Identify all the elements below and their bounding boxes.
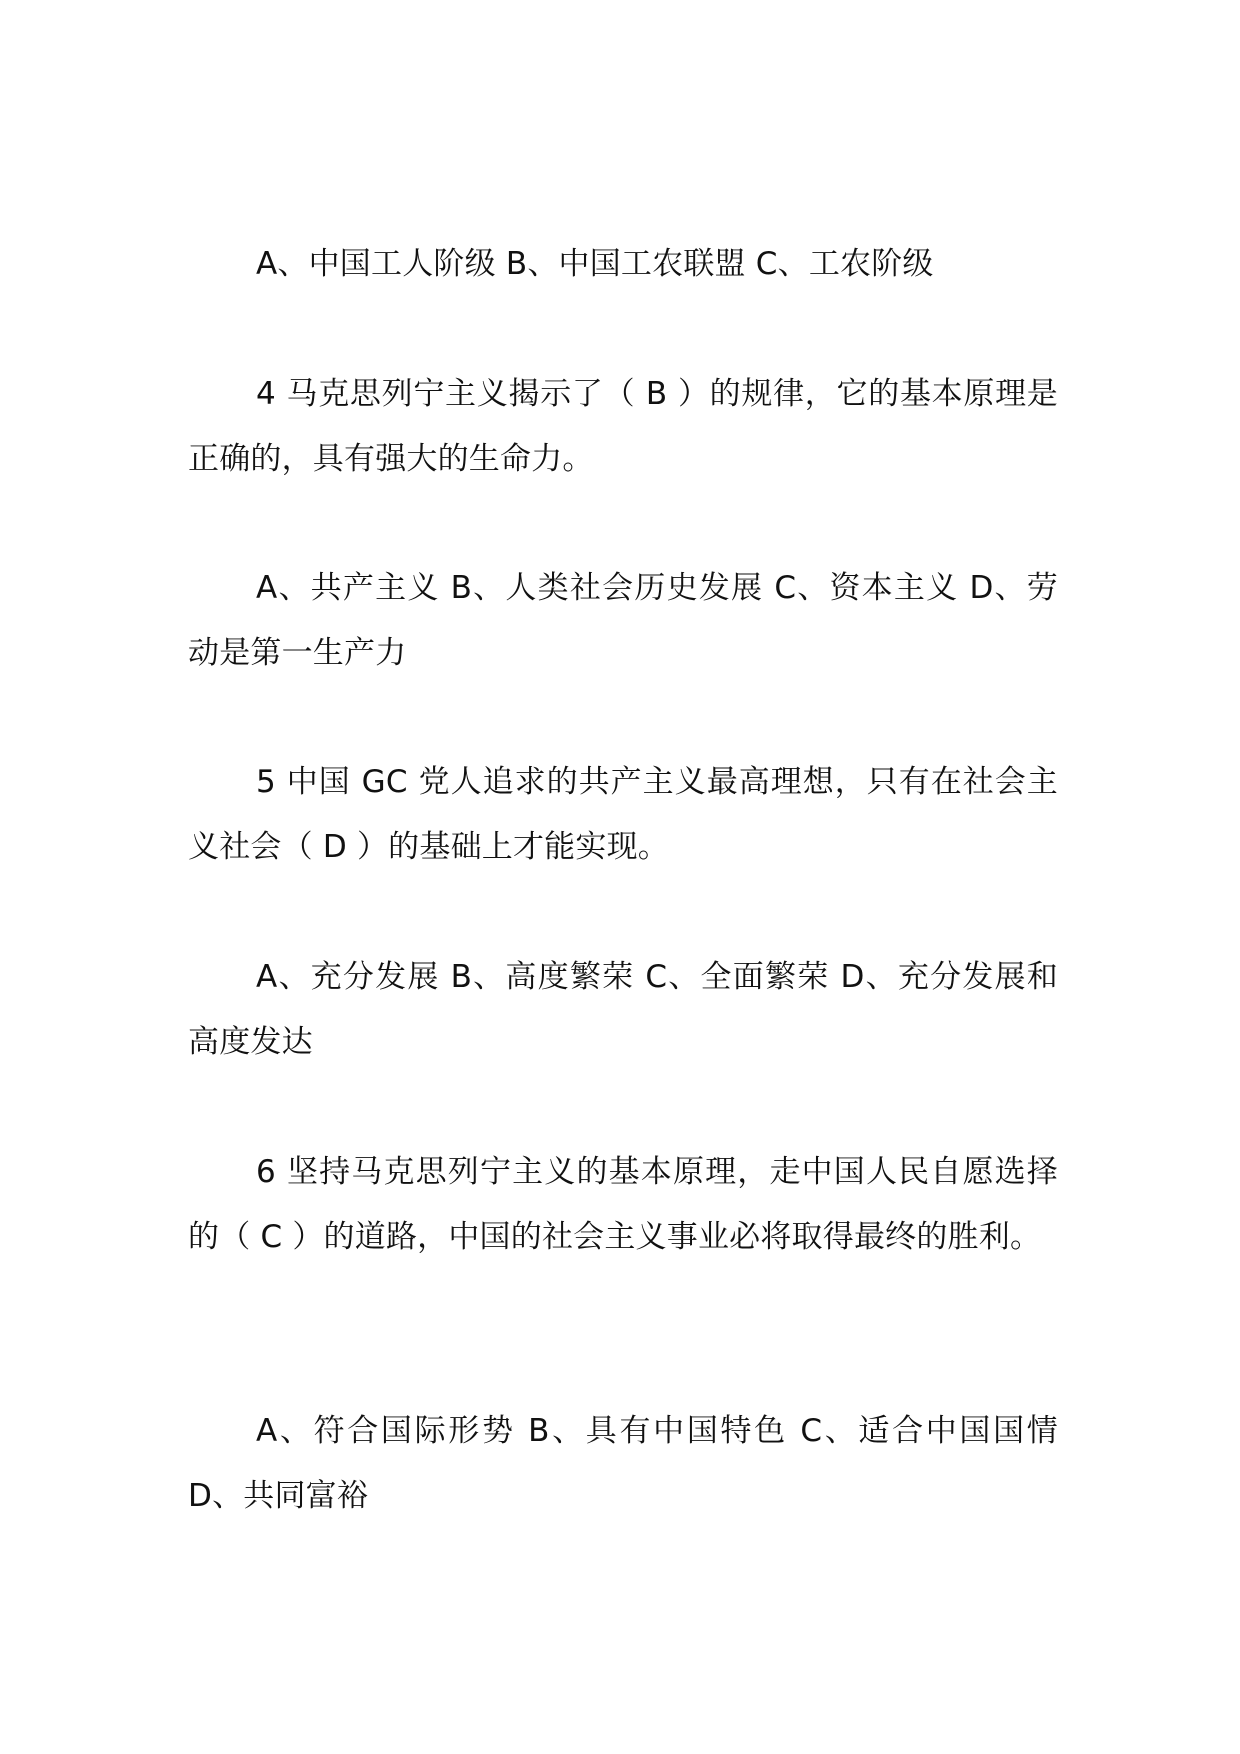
question-6: 6 坚持马克思列宁主义的基本原理，走中国人民自愿选择的（ C ）的道路，中国的社会主义事业必将取得最终的胜利。 [188,1154,1058,1255]
answer-options-q6: A、符合国际形势 B、具有中国特色 C、适合中国国情 D、共同富裕 [188,1413,1058,1514]
answer-options-q5: A、充分发展 B、高度繁荣 C、全面繁荣 D、充分发展和高度发达 [188,959,1058,1060]
question-5: 5 中国 GC 党人追求的共产主义最高理想，只有在社会主义社会（ D ）的基础上才能实现。 [188,764,1058,865]
answer-options-q4: A、共产主义 B、人类社会历史发展 C、资本主义 D、劳动是第一生产力 [188,570,1058,671]
answer-options-q3: A、中国工人阶级 B、中国工农联盟 C、工农阶级 [256,246,934,282]
question-4: 4 马克思列宁主义揭示了（ B ）的规律，它的基本原理是正确的，具有强大的生命力。 [188,376,1058,477]
